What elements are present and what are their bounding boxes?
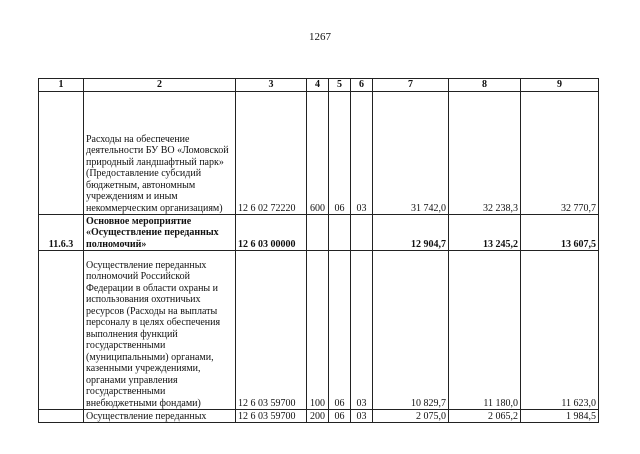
table-row bbox=[39, 215, 599, 251]
section-code bbox=[329, 215, 351, 251]
column-header: 9 bbox=[521, 79, 599, 92]
section-code: 06 bbox=[329, 92, 351, 215]
table-row bbox=[39, 410, 599, 423]
budget-code: 12 6 02 72220 bbox=[236, 92, 307, 215]
subsection-code: 03 bbox=[351, 410, 373, 423]
amount-col-7: 12 904,7 bbox=[373, 215, 449, 251]
subsection-code: 03 bbox=[351, 251, 373, 410]
row-number: 11.6.3 bbox=[39, 215, 84, 251]
table-row bbox=[39, 92, 599, 215]
section-code: 06 bbox=[329, 251, 351, 410]
row-description: Расходы на обеспечение деятельности БУ ВО «Ломовской природный ландшафтный парк» (Предоставление субсидий бюджетным, автономным учреждениям и иным некоммерческим организациям) bbox=[84, 92, 236, 215]
amount-col-7: 31 742,0 bbox=[373, 92, 449, 215]
section-code: 06 bbox=[329, 410, 351, 423]
row-number bbox=[39, 92, 84, 215]
amount-col-8: 2 065,2 bbox=[449, 410, 521, 423]
subsection-code bbox=[351, 215, 373, 251]
amount-col-7: 10 829,7 bbox=[373, 251, 449, 410]
row-number bbox=[39, 251, 84, 410]
column-header: 2 bbox=[84, 79, 236, 92]
column-header: 5 bbox=[329, 79, 351, 92]
column-header: 7 bbox=[373, 79, 449, 92]
amount-col-9: 13 607,5 bbox=[521, 215, 599, 251]
page-number: 1267 bbox=[309, 31, 331, 43]
subsection-code: 03 bbox=[351, 92, 373, 215]
column-header: 4 bbox=[307, 79, 329, 92]
budget-code: 12 6 03 59700 bbox=[236, 410, 307, 423]
amount-col-9: 11 623,0 bbox=[521, 251, 599, 410]
budget-code: 12 6 03 59700 bbox=[236, 251, 307, 410]
expense-type: 100 bbox=[307, 251, 329, 410]
row-description: Основное мероприятие «Осуществление переданных полномочий» bbox=[84, 215, 236, 251]
amount-col-8: 13 245,2 bbox=[449, 215, 521, 251]
row-description: Осуществление переданных bbox=[84, 410, 236, 423]
amount-col-8: 32 238,3 bbox=[449, 92, 521, 215]
column-header: 8 bbox=[449, 79, 521, 92]
budget-code: 12 6 03 00000 bbox=[236, 215, 307, 251]
column-header: 6 bbox=[351, 79, 373, 92]
column-header: 3 bbox=[236, 79, 307, 92]
budget-table bbox=[38, 78, 599, 423]
amount-col-7: 2 075,0 bbox=[373, 410, 449, 423]
column-header: 1 bbox=[39, 79, 84, 92]
amount-col-8: 11 180,0 bbox=[449, 251, 521, 410]
row-number bbox=[39, 410, 84, 423]
table-row bbox=[39, 251, 599, 410]
amount-col-9: 32 770,7 bbox=[521, 92, 599, 215]
expense-type: 200 bbox=[307, 410, 329, 423]
amount-col-9: 1 984,5 bbox=[521, 410, 599, 423]
table-header-row bbox=[39, 79, 599, 92]
expense-type: 600 bbox=[307, 92, 329, 215]
row-description: Осуществление переданных полномочий Российской Федерации в области охраны и использования охотничьих ресурсов (Расходы на выплаты персоналу в целях обеспечения выполнения функций государственными (муниципальными) органами, казенными учреждениями, органами управления государственными внебюджетными фондами) bbox=[84, 251, 236, 410]
expense-type bbox=[307, 215, 329, 251]
